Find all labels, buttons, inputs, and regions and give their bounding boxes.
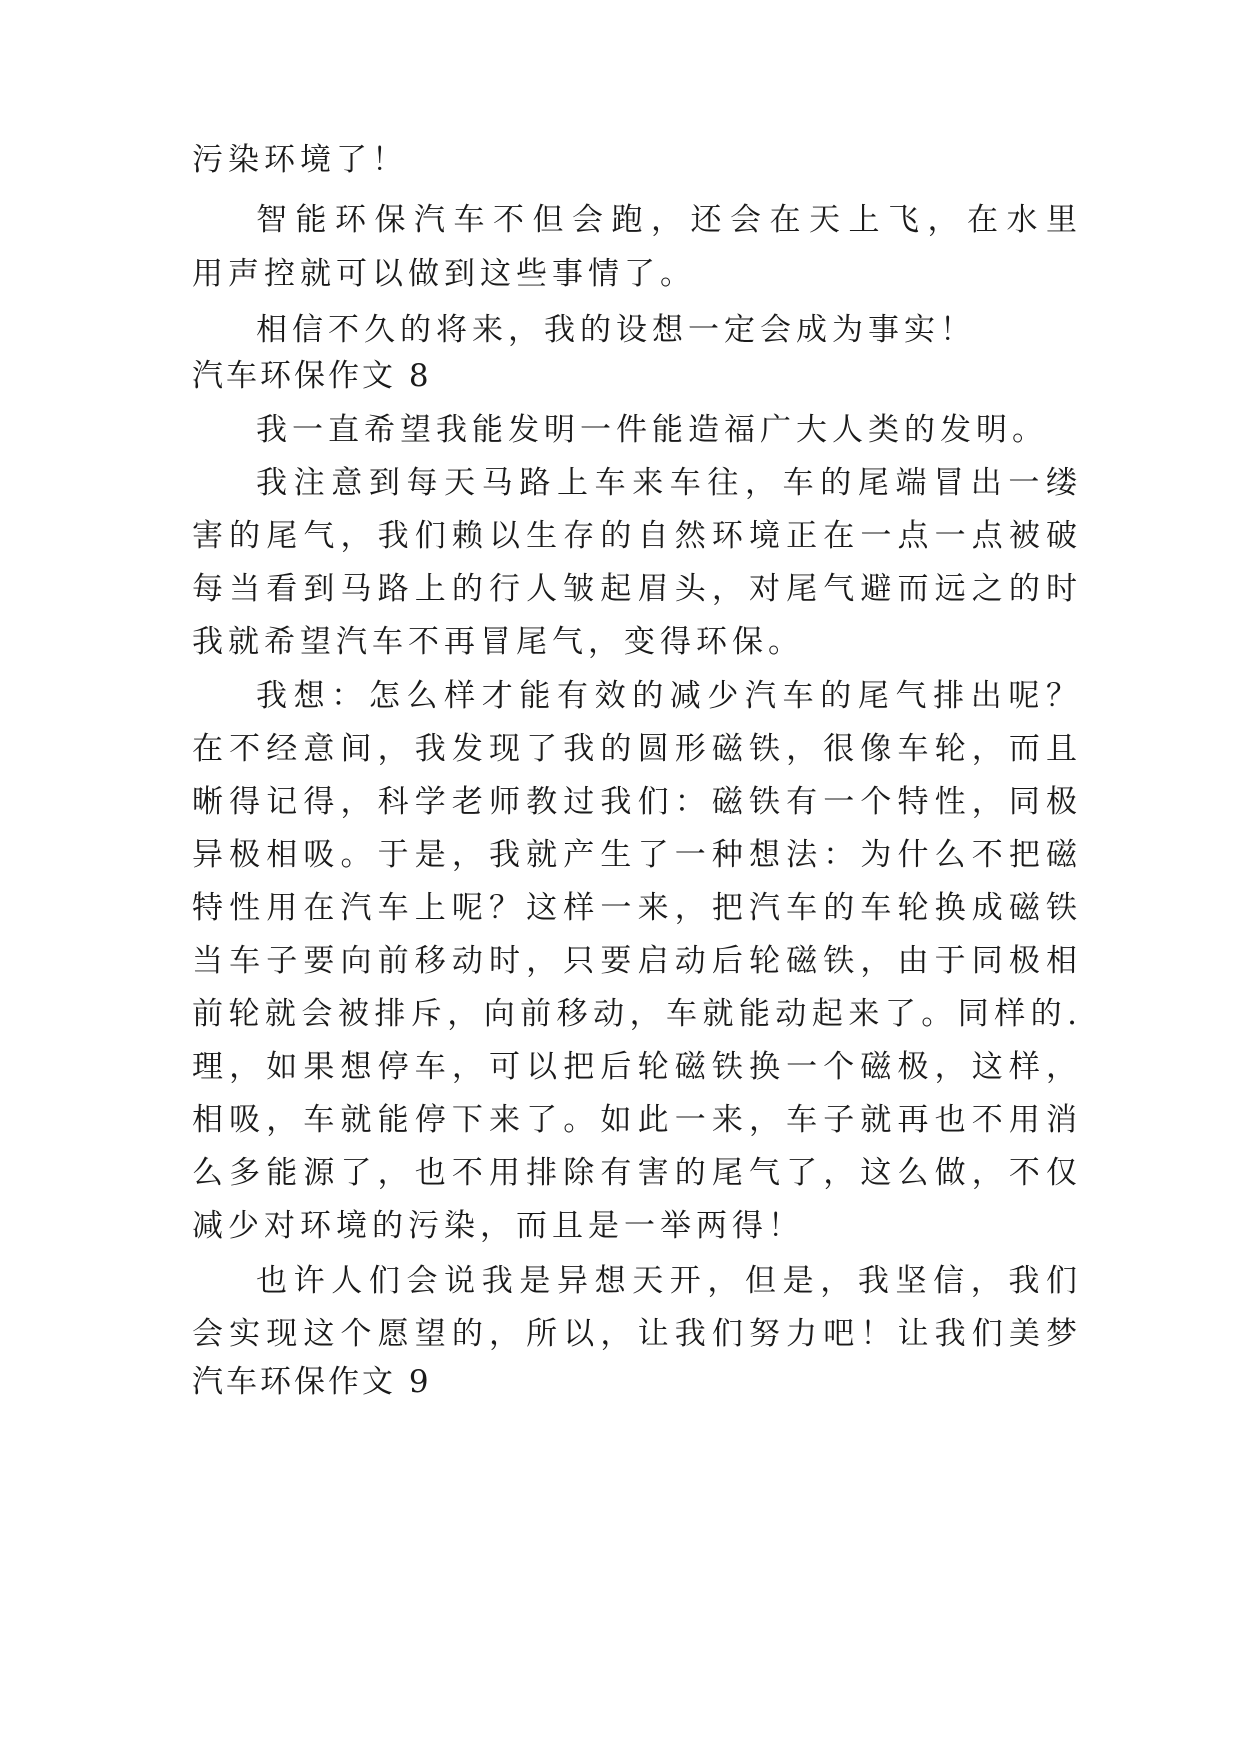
- section-heading: 汽车环保作文 9: [192, 1364, 432, 1400]
- paragraph-line: 每当看到马路上的行人皱起眉头，对尾气避而远之的时: [192, 571, 1082, 607]
- paragraph-line: 污染环境了！: [192, 142, 408, 178]
- paragraph-line: 当车子要向前移动时，只要启动后轮磁铁，由于同极相: [192, 943, 1082, 979]
- paragraph-line: 害的尾气，我们赖以生存的自然环境正在一点一点被破: [192, 518, 1082, 554]
- paragraph-line: 会实现这个愿望的，所以，让我们努力吧！让我们美梦: [192, 1316, 1082, 1352]
- paragraph-line: 相信不久的将来，我的设想一定会成为事实！: [256, 312, 976, 348]
- paragraph-line: 晰得记得，科学老师教过我们：磁铁有一个特性，同极: [192, 784, 1082, 820]
- paragraph-line: 前轮就会被排斥，向前移动，车就能动起来了。同样的.: [192, 996, 1082, 1032]
- paragraph-line: 我就希望汽车不再冒尾气，变得环保。: [192, 624, 804, 660]
- paragraph-line: 异极相吸。于是，我就产生了一种想法：为什么不把磁: [192, 837, 1082, 873]
- paragraph-line: 我一直希望我能发明一件能造福广大人类的发明。: [256, 412, 1048, 448]
- paragraph-line: 理，如果想停车，可以把后轮磁铁换一个磁极，这样，: [192, 1049, 1082, 1085]
- paragraph-line: 么多能源了，也不用排除有害的尾气了，这么做，不仅: [192, 1155, 1082, 1191]
- paragraph-line: 我想：怎么样才能有效的减少汽车的尾气排出呢？: [256, 678, 1082, 714]
- paragraph-line: 也许人们会说我是异想天开，但是，我坚信，我们: [256, 1263, 1082, 1299]
- paragraph-line: 我注意到每天马路上车来车往，车的尾端冒出一缕: [256, 465, 1082, 501]
- paragraph-line: 在不经意间，我发现了我的圆形磁铁，很像车轮，而且: [192, 731, 1082, 767]
- paragraph-line: 减少对环境的污染，而且是一举两得！: [192, 1208, 804, 1244]
- section-heading: 汽车环保作文 8: [192, 358, 432, 394]
- paragraph-line: 用声控就可以做到这些事情了。: [192, 256, 696, 292]
- paragraph-line: 特性用在汽车上呢？这样一来，把汽车的车轮换成磁铁: [192, 890, 1082, 926]
- paragraph-line: 相吸，车就能停下来了。如此一来，车子就再也不用消: [192, 1102, 1082, 1138]
- paragraph-line: 智能环保汽车不但会跑，还会在天上飞，在水里: [256, 202, 1082, 238]
